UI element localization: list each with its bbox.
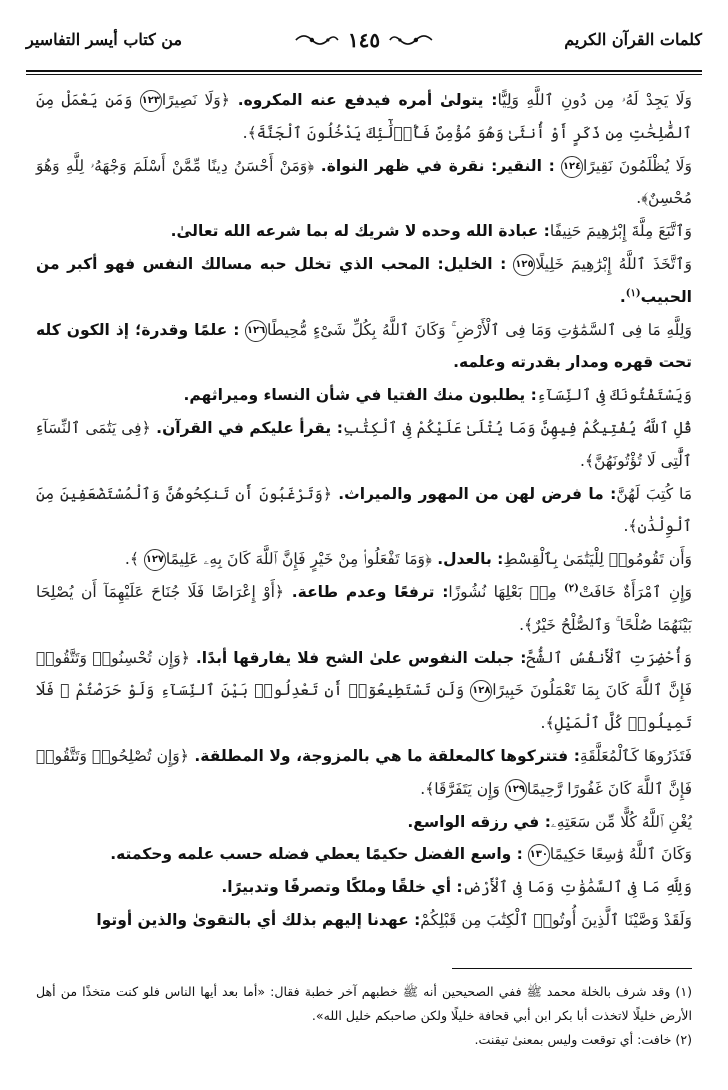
ornament-icon xyxy=(388,31,434,49)
page-number: ١٤٥ xyxy=(347,28,381,52)
quran-text: قُلِ ٱللَّهُ يُفْتِيكُمْ فِيهِنَّ وَمَا يُتْلَىٰ عَلَيْكُمْ فِى ٱلْكِتَٰبِ xyxy=(342,418,692,437)
explanation-text: : الخليل: المحب الذي تخلل حبه مسالك النفس فهو أكبر من الحبيب xyxy=(36,254,692,306)
explanation-text: : في رزقه الواسع. xyxy=(407,812,551,831)
ornament-icon xyxy=(294,31,340,49)
header-rule xyxy=(26,70,702,72)
verse-number: ١٢٣ xyxy=(140,90,162,112)
quran-text: ﴿أَوْ إِعْرَاضًا فَلَا جُنَاحَ عَلَيْهِمَآ أَن يُصْلِحَا بَيْنَهُمَا صُلْحًا ۚ وَٱلصُّلْحُ خَيْرٌ﴾. xyxy=(36,582,692,634)
quran-text: وَكَانَ ٱللَّهُ وَٰسِعًا حَكِيمًا xyxy=(549,845,692,864)
explanation-text: . xyxy=(619,287,626,306)
footnote-rule xyxy=(452,968,692,969)
explanation-text: : أي خلقًا وملكًا وتصرفًا وتدبيرًا. xyxy=(221,878,463,897)
quran-text: ﴿وَإِن تُصْلِحُوا۟ وَتَتَّقُوا۟ فَإِنَّ ٱللَّهَ كَانَ غَفُورًا رَّحِيمًا xyxy=(36,746,692,798)
glossary-entry xyxy=(36,740,692,806)
quran-text: وَلَن تَسْتَطِيعُوٓا۟ أَن تَعْدِلُوا۟ بَيْنَ ٱلنِّسَآءِ وَلَوْ حَرَصْتُمْ ۖ فَلَا تَمِيلُوا۟ كُلَّ ٱلْمَيْلِ﴾. xyxy=(36,681,692,733)
glossary-entry xyxy=(36,478,692,544)
quran-text: ﴿وَتَرْغَبُونَ أَن تَنكِحُوهُنَّ وَٱلْمُسْتَضْعَفِينَ مِنَ ٱلْوِلْدَٰنِ﴾. xyxy=(36,484,692,536)
explanation-text: : فتتركوها كالمعلقة ما هي بالمزوجة، ولا المطلقة. xyxy=(188,746,580,765)
main-text xyxy=(36,84,692,937)
explanation-text: : علمًا وقدرة؛ إذ الكون كله تحت قهره ومدار بقدرته وعلمه. xyxy=(36,320,692,372)
quran-text: مَا كُتِبَ لَهُنَّ xyxy=(616,484,692,503)
quran-text: مِنۢ بَعْلِهَا نُشُوزًا xyxy=(448,582,565,601)
glossary-entry xyxy=(36,314,692,380)
glossary-entry xyxy=(36,838,692,871)
quran-text: وَلِلَّهِ مَا فِى ٱلسَّمَٰوَٰتِ وَمَا فِى ٱلْأَرْضِ ۚ وَكَانَ ٱللَّهُ بِكُلِّ شَىْءٍ مُّحِيطًا xyxy=(267,320,693,339)
explanation-text: : جبلت النفوس علىٰ الشح فلا يفارقها أبدًا. xyxy=(189,648,527,667)
footnote-ref: (١) xyxy=(625,287,641,299)
book-title: كلمات القرآن الكريم xyxy=(564,30,702,49)
verse-number: ١٣٠ xyxy=(528,844,550,866)
footnotes xyxy=(36,980,692,1052)
explanation-text: : النقير: نقرة في ظهر النواة. xyxy=(314,156,555,175)
quran-text: وَٱتَّخَذَ ٱللَّهُ إِبْرَٰهِيمَ خَلِيلًا xyxy=(535,254,692,273)
quran-text: ﴾. xyxy=(124,550,139,569)
quran-text: وَيَسْتَفْتُونَكَ فِى ٱلنِّسَآءِ xyxy=(536,386,692,405)
footnote: (٢) خافت: أي توقعت وليس بمعنىٰ تيقنت. xyxy=(474,1032,692,1047)
explanation-text: : ما فرض لهن من المهور والميراث. xyxy=(331,484,617,503)
page-header xyxy=(26,20,702,74)
quran-text: وَإِنِ ٱمْرَأَةٌ خَافَتْ xyxy=(578,582,692,601)
verse-number: ١٢٩ xyxy=(505,779,527,801)
quran-text: ﴿وَمَا تَفْعَلُوا۟ مِنْ خَيْرٍ فَإِنَّ ٱللَّهَ كَانَ بِهِۦ عَلِيمًا xyxy=(165,550,432,569)
explanation-text: : يتولىٰ أمره فيدفع عنه المكروه. xyxy=(229,91,498,109)
glossary-entry xyxy=(36,84,692,150)
quran-text: ﴿وَلَا نَصِيرًا xyxy=(161,91,230,109)
footnote: (١) وقد شرف بالخلة محمد ﷺ ففي الصحيحين أنه ﷺ خطبهم آخر خطبة فقال: «أما بعد أيها الناس فلو كنت متخذًا من أهل الأرض خليلًا لاتخذت أبا بكر ابن أبي قحافة خليلًا ولكن صاحبكم خليل الله». xyxy=(36,984,692,1023)
verse-number: ١٢٦ xyxy=(245,320,267,342)
verse-number: ١٢٥ xyxy=(513,254,535,276)
glossary-entry xyxy=(36,642,692,740)
quran-text: فَتَذَرُوهَا كَٱلْمُعَلَّقَةِ xyxy=(579,746,693,765)
glossary-entry xyxy=(36,904,692,937)
quran-text: وَلِلَّهِ مَا فِى ٱلسَّمَٰوَٰتِ وَمَا فِى ٱلْأَرْضِ xyxy=(462,878,692,897)
quran-text: وَإِن يَتَفَرَّقَا﴾. xyxy=(420,779,500,798)
explanation-text: : عبادة الله وحده لا شريك له بما شرعه الله تعالىٰ. xyxy=(170,222,550,241)
page-number-block xyxy=(294,28,434,52)
explanation-text: : ترفعًا وعدم طاعة. xyxy=(283,582,449,601)
quran-text: وَلَقَدْ وَصَّيْنَا ٱلَّذِينَ أُوتُوا۟ ٱلْكِتَٰبَ مِن قَبْلِكُمْ xyxy=(420,910,692,929)
glossary-entry xyxy=(36,871,692,904)
explanation-text: : بالعدل. xyxy=(431,550,504,569)
glossary-entry xyxy=(36,543,692,576)
glossary-entry xyxy=(36,806,692,839)
verse-number: ١٢٧ xyxy=(144,549,166,571)
glossary-entry xyxy=(36,215,692,248)
glossary-entry xyxy=(36,150,692,216)
footnote-ref: (٢) xyxy=(564,582,579,594)
quran-text: وَٱتَّبَعَ مِلَّةَ إِبْرَٰهِيمَ حَنِيفًا xyxy=(549,222,692,241)
verse-number: ١٢٤ xyxy=(561,156,583,178)
explanation-text: : واسع الفضل حكيمًا يعطي فضله حسب علمه وحكمته. xyxy=(110,845,523,864)
quran-text: وَلَا يُظْلَمُونَ نَقِيرًا xyxy=(583,156,692,175)
header-rule-thin xyxy=(26,74,702,75)
verse-number: ١٢٨ xyxy=(470,680,492,702)
quran-text: وَأَن تَقُومُوا۟ لِلْيَتَٰمَىٰ بِٱلْقِسْطِ xyxy=(503,550,692,569)
glossary-entry xyxy=(36,248,692,314)
explanation-text: : يطلبون منك الفتيا في شأن النساء وميراثهم. xyxy=(183,386,537,405)
glossary-entry xyxy=(36,412,692,478)
quran-text: ﴿وَإِن تُحْسِنُوا۟ وَتَتَّقُوا۟ فَإِنَّ ٱللَّهَ كَانَ بِمَا تَعْمَلُونَ خَبِيرًا xyxy=(36,648,692,700)
source-title: من كتاب أيسر التفاسير xyxy=(26,30,183,49)
quran-text: ﴿وَمَنْ أَحْسَنُ دِينًا مِّمَّنْ أَسْلَمَ وَجْهَهُۥ لِلَّهِ وَهُوَ مُحْسِنٌ﴾. xyxy=(36,156,692,208)
explanation-text: : يقرأ عليكم في القرآن. xyxy=(150,418,343,437)
explanation-text: : عهدنا إليهم بذلك أي بالتقوىٰ والذين أوتوا xyxy=(96,910,421,929)
glossary-entry xyxy=(36,576,692,642)
glossary-entry xyxy=(36,379,692,412)
quran-text: وَأُحْضِرَتِ ٱلْأَنفُسُ ٱلشُّحَّ xyxy=(526,648,693,667)
quran-text: وَمَن يَعْمَلْ مِنَ ٱلصَّٰلِحَٰتِ مِن ذَكَرٍ أَوْ أُنثَىٰ وَهُوَ مُؤْمِنٌ فَأُو۟لَٰٓئِكَ يَدْخُلُونَ ٱلْجَنَّةَ﴾. xyxy=(36,91,692,142)
quran-text: وَلَا يَجِدْ لَهُۥ مِن دُونِ ٱللَّهِ وَلِيًّا xyxy=(497,91,692,109)
quran-text: يُغْنِ ٱللَّهُ كُلًّا مِّن سَعَتِهِۦ xyxy=(550,812,692,831)
quran-text: ﴿فِى يَتَٰمَى ٱلنِّسَآءِ ٱلَّٰتِى لَا تُؤْتُونَهُنَّ﴾. xyxy=(36,418,692,470)
